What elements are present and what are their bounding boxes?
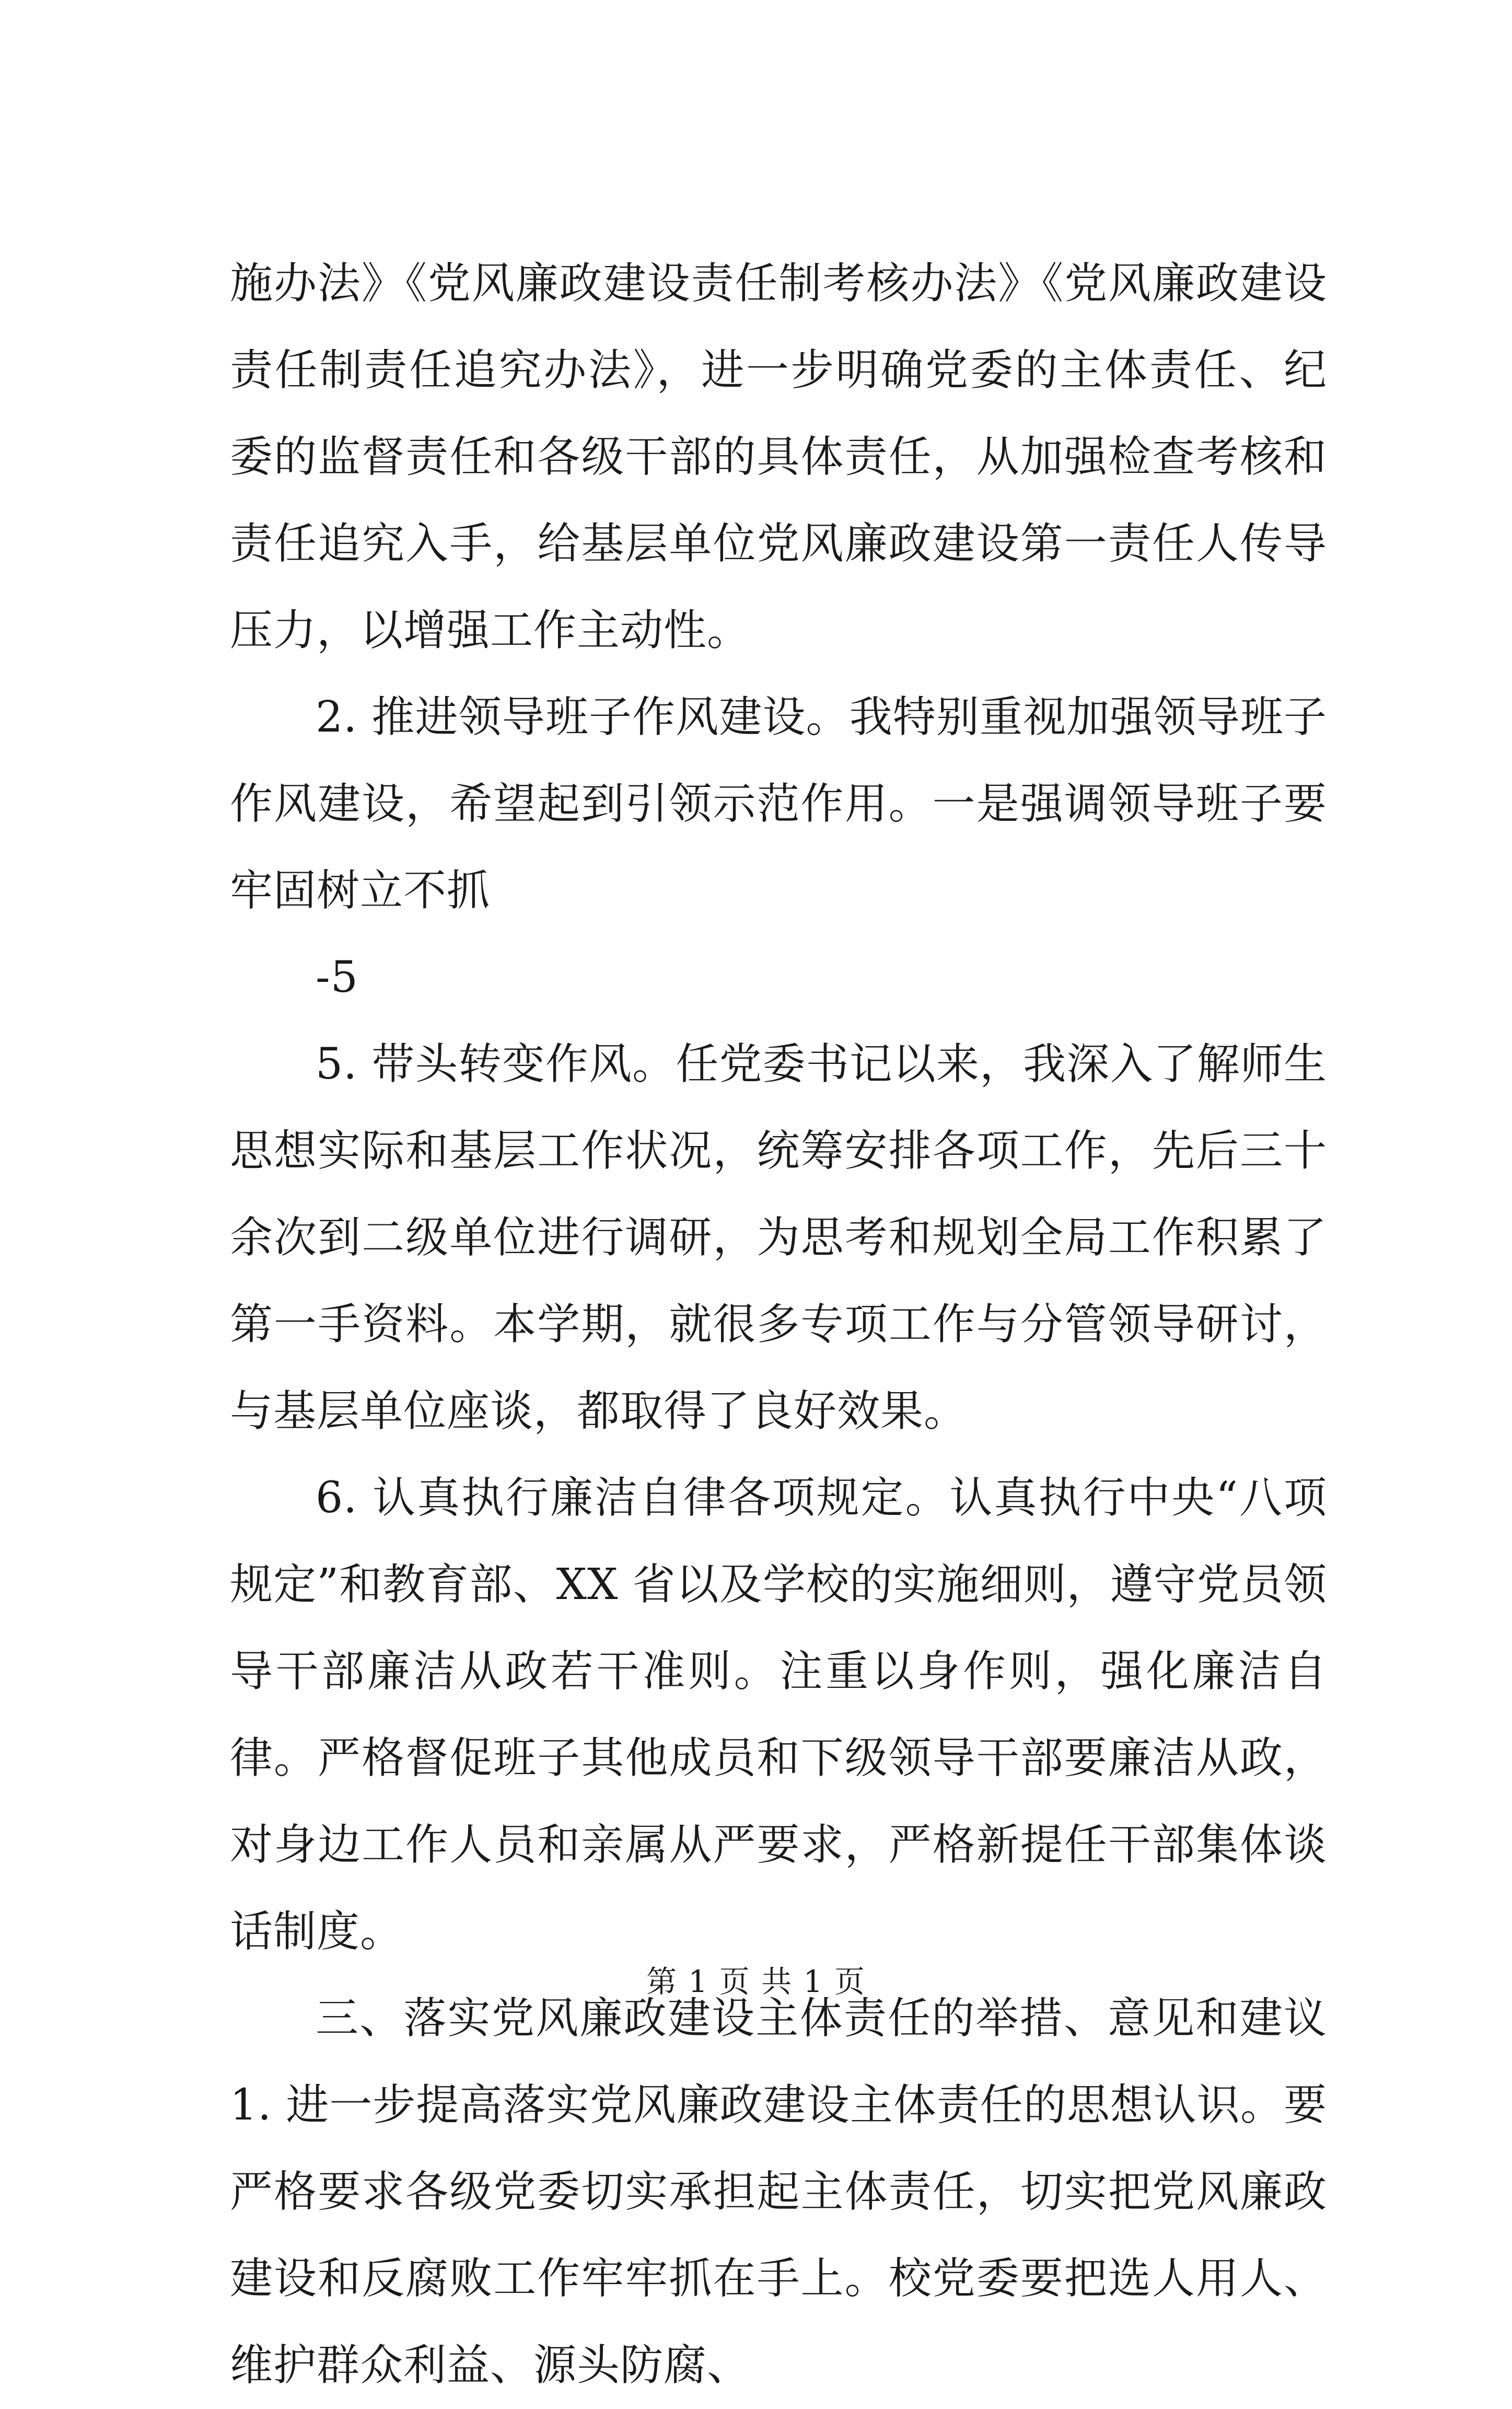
paragraph-section-3: 三、落实党风廉政建设主体责任的举措、意见和建议 1. 进一步提高落实党风廉政建设主体责任的思想认识。要严格要求各级党委切实承担起主体责任，切实把党风廉政建设和反腐败工作牢牢抓在手上。校党委要把选人用人、维护群众利益、源头防腐、 [230,1994,1327,2390]
paragraph-continuation: 施办法》《党风廉政建设责任制考核办法》《党风廉政建设责任制责任追究办法》，进一步明确党委的主体责任、纪委的监督责任和各级干部的具体责任，从加强检查考核和责任追究入手，给基层单位党风廉政建设第一责任人传导压力，以增强工作主动性。 [230,259,1327,655]
paragraph-item-5: 5. 带头转变作风。任党委书记以来，我深入了解师生思想实际和基层工作状况，统筹安排各项工作，先后三十余次到二级单位进行调研，为思考和规划全局工作积累了第一手资料。本学期，就很多专项工作与分管领导研讨，与基层单位座谈，都取得了良好效果。 [230,1039,1327,1436]
document-body [230,240,1327,2409]
paragraph-item-2: 2. 推进领导班子作风建设。我特别重视加强领导班子作风建设，希望起到引领示范作用。一是强调领导班子要牢固树立不抓 [230,692,1327,916]
paragraph-item-6: 6. 认真执行廉洁自律各项规定。认真执行中央“八项规定”和教育部、XX 省以及学校的实施细则，遵守党员领导干部廉洁从政若干准则。注重以身作则，强化廉洁自律。严格督促班子其他成员和下级领导干部要廉洁从政，对身边工作人员和亲属从严要求，严格新提任干部集体谈话制度。 [230,1473,1327,1956]
page-footer: 第 1 页 共 1 页 [646,1964,866,1999]
page-marker: -5 [316,953,358,1002]
